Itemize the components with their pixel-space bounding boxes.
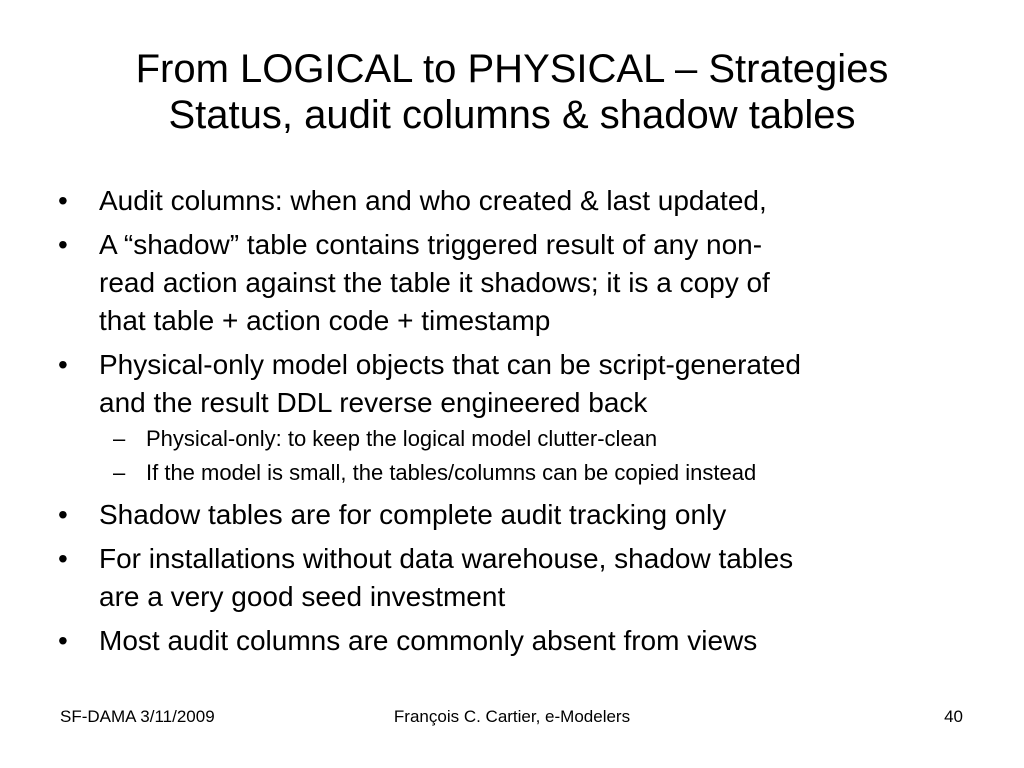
dash-icon: – [113, 460, 126, 485]
slide-number: 40 [944, 707, 963, 726]
bullet-icon: • [58, 499, 68, 530]
slide-subtitle-line: Status, audit columns & shadow tables [168, 93, 856, 137]
dash-icon: – [113, 426, 126, 451]
slide-title-line: From LOGICAL to PHYSICAL – Strategies [135, 47, 889, 91]
footer-author: François C. Cartier, e-Modelers [393, 707, 631, 726]
bullet-text: Most audit columns are commonly absent from views [99, 625, 758, 656]
bullet-text: Audit columns: when and who created & last updated, [99, 185, 767, 216]
bullet-text: and the result DDL reverse engineered back [99, 387, 648, 418]
sub-bullet-list [58, 424, 978, 488]
bullet-item [58, 226, 978, 340]
sub-bullet-text: Physical-only: to keep the logical model clutter-clean [146, 426, 658, 451]
bullet-text: For installations without data warehouse, shadow tables [99, 543, 794, 574]
bullet-icon: • [58, 229, 68, 260]
bullet-text: are a very good seed investment [99, 581, 506, 612]
bullet-item [58, 540, 978, 616]
slide-body [58, 182, 978, 666]
bullet-icon: • [58, 625, 68, 656]
bullet-text: A “shadow” table contains triggered result of any non- [99, 229, 763, 260]
bullet-item [58, 622, 978, 660]
bullet-text: Shadow tables are for complete audit tracking only [99, 499, 727, 530]
bullet-text: read action against the table it shadows; it is a copy of [99, 267, 770, 298]
bullet-text: Physical-only model objects that can be script-generated [99, 349, 801, 380]
slide-title [0, 46, 1024, 138]
bullet-item [58, 182, 978, 220]
bullet-icon: • [58, 543, 68, 574]
sub-bullet-text: If the model is small, the tables/columns can be copied instead [146, 460, 757, 485]
sub-bullet-item [58, 424, 978, 454]
bullet-icon: • [58, 185, 68, 216]
bullet-item [58, 346, 978, 422]
footer-date: SF-DAMA 3/11/2009 [60, 707, 215, 726]
bullet-icon: • [58, 349, 68, 380]
bullet-text: that table + action code + timestamp [99, 305, 551, 336]
sub-bullet-item [58, 458, 978, 488]
bullet-item [58, 496, 978, 534]
